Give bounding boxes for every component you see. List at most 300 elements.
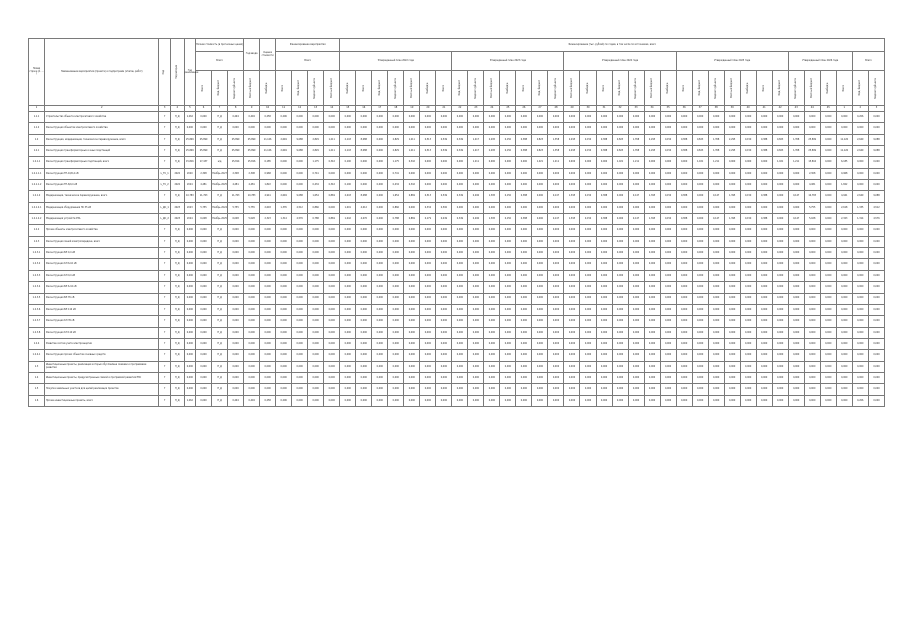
value-cell: 0,000	[580, 202, 596, 213]
value-cell: 0,000	[308, 248, 324, 259]
value-cell: 4,512	[868, 202, 884, 213]
column-number: 5	[184, 106, 195, 112]
table-row	[29, 316, 885, 327]
value-cell: 0,000	[628, 338, 644, 349]
subheader-label: Внебюдж.	[505, 82, 509, 94]
value-cell: 0,000	[420, 225, 436, 236]
subheader-label: Фед. бюджет	[537, 80, 541, 96]
row-year: 0,000	[184, 236, 195, 247]
value-cell: 0,000	[324, 202, 340, 213]
value-cell: 0,000	[644, 202, 660, 213]
value-cell: 9,088	[868, 191, 884, 202]
row-code: L_ТС_2	[159, 180, 170, 191]
subheader-label: Всего	[842, 84, 846, 92]
value-cell: 0,150	[580, 191, 596, 202]
row-year: 0,000	[184, 225, 195, 236]
value-cell: 0,000	[500, 350, 516, 361]
value-cell: 1,021	[692, 157, 708, 168]
value-cell: 0,000	[868, 236, 884, 247]
column-number: 10	[260, 106, 276, 112]
value-cell: 0,000	[804, 361, 820, 372]
value-cell: 0,000	[564, 361, 580, 372]
row-year: 0,000	[184, 350, 195, 361]
row-name: Строительство объекта электросетевого хозяйства	[45, 112, 159, 123]
row-number: 1.4	[29, 372, 45, 383]
value-cell: 0,000	[324, 316, 340, 327]
value-cell: 0,000	[788, 338, 804, 349]
row-commission: Н_Д	[212, 112, 228, 123]
value-cell: 0,900	[724, 157, 740, 168]
value-cell: 0,000	[596, 168, 612, 179]
value-cell: 1,211	[468, 157, 484, 168]
value-cell: 0,000	[580, 282, 596, 293]
value-cell: 0,388	[756, 146, 772, 157]
value-cell: 0,000	[692, 304, 708, 315]
value-cell: 0,000	[452, 361, 468, 372]
row-funding-federal: 0,000	[260, 338, 276, 349]
value-cell: 0,000	[836, 395, 852, 406]
value-cell: 0,000	[548, 327, 564, 338]
column-number: 19	[404, 106, 420, 112]
value-cell: 0,000	[308, 395, 324, 406]
value-cell: 0,000	[340, 372, 356, 383]
value-cell: 0,000	[356, 350, 372, 361]
row-name: Реконструкция линий электропередачи, всего	[45, 236, 159, 247]
value-cell: 0,000	[836, 248, 852, 259]
value-cell: 0,513	[420, 134, 436, 145]
value-cell: 0,147	[788, 214, 804, 225]
value-cell: 2,829	[388, 134, 404, 145]
value-cell: 0,000	[452, 304, 468, 315]
value-cell: 0,000	[868, 304, 884, 315]
value-cell: 9,088	[868, 146, 884, 157]
value-cell: 0,000	[772, 327, 788, 338]
table-row	[29, 327, 885, 338]
column-number: 38	[708, 106, 724, 112]
row-name: Покупка земельных участков для целей реализации проектов	[45, 384, 159, 395]
value-cell: 0,000	[644, 327, 660, 338]
value-cell: 0,000	[788, 327, 804, 338]
value-cell: 0,000	[564, 123, 580, 134]
value-cell: 0,000	[644, 168, 660, 179]
value-cell: 0,000	[468, 316, 484, 327]
value-cell: 0,000	[740, 372, 756, 383]
value-cell: 0,000	[548, 372, 564, 383]
row-year: 1,262	[184, 112, 195, 123]
value-cell: 0,000	[628, 372, 644, 383]
row-region: Н_Д	[170, 146, 184, 157]
value-cell: 0,000	[756, 384, 772, 395]
value-cell: 0,000	[564, 304, 580, 315]
value-cell: 0,000	[436, 395, 452, 406]
value-cell: 0,000	[788, 304, 804, 315]
value-cell: 0,000	[692, 372, 708, 383]
row-code: Г	[159, 327, 170, 338]
value-cell: 0,000	[820, 372, 836, 383]
value-cell: 4,481	[804, 180, 820, 191]
value-cell: 2,295	[724, 146, 740, 157]
value-cell: 0,000	[436, 282, 452, 293]
value-cell: 0,000	[292, 316, 308, 327]
value-cell: 1,822	[836, 180, 852, 191]
value-cell: 0,000	[532, 282, 548, 293]
value-cell: 15,816	[804, 157, 820, 168]
value-cell: 0,000	[612, 316, 628, 327]
value-cell: 0,000	[516, 350, 532, 361]
value-cell: 0,000	[292, 338, 308, 349]
header-code	[159, 39, 170, 106]
header-y2025-label: Утвержденный план 2025 года	[714, 58, 751, 62]
value-cell: 0,000	[740, 112, 756, 123]
value-cell: 0,000	[692, 225, 708, 236]
value-cell: 0,388	[756, 134, 772, 145]
value-cell: 0,000	[772, 293, 788, 304]
value-cell: 0,000	[372, 384, 388, 395]
value-cell: 0,000	[660, 372, 676, 383]
row-estimate: 5,755	[228, 202, 244, 213]
value-cell: 0,788	[308, 214, 324, 225]
value-cell: 0,000	[404, 168, 420, 179]
row-year: 2024	[184, 214, 195, 225]
column-number: 31	[596, 106, 612, 112]
subheader-cell	[804, 71, 820, 106]
value-cell: 0,000	[564, 316, 580, 327]
value-cell: 0,000	[836, 225, 852, 236]
row-code: Г	[159, 157, 170, 168]
value-cell: 0,000	[708, 168, 724, 179]
value-cell: 0,869	[404, 214, 420, 225]
value-cell: 0,000	[484, 236, 500, 247]
value-cell: 0,000	[740, 384, 756, 395]
value-cell: 0,000	[356, 338, 372, 349]
value-cell: 0,000	[724, 202, 740, 213]
value-cell: 0,000	[308, 304, 324, 315]
header-total-cost-sub-label: Всего	[216, 58, 223, 62]
value-cell: 4,012	[356, 202, 372, 213]
value-cell: 0,000	[356, 236, 372, 247]
value-cell: 0,000	[292, 384, 308, 395]
value-cell: 2,295	[484, 146, 500, 157]
value-cell: 0,147	[788, 191, 804, 202]
value-cell: 0,000	[660, 225, 676, 236]
row-cost: 0,000	[196, 112, 212, 123]
value-cell: 1,211	[548, 157, 564, 168]
value-cell: 0,000	[708, 248, 724, 259]
subheader-cell	[740, 71, 756, 106]
value-cell: 0,000	[692, 338, 708, 349]
value-cell: 0,000	[356, 259, 372, 270]
value-cell: 0,000	[484, 327, 500, 338]
value-cell: 0,000	[404, 372, 420, 383]
value-cell: 0,000	[484, 395, 500, 406]
value-cell: 1,358	[708, 134, 724, 145]
subheader-cell	[196, 71, 212, 106]
row-year: 0,000	[184, 316, 195, 327]
value-cell: 0,000	[548, 316, 564, 327]
value-cell: 0,000	[724, 293, 740, 304]
value-cell: 0,000	[516, 293, 532, 304]
value-cell: 9,088	[292, 191, 308, 202]
value-cell: 0,000	[532, 180, 548, 191]
row-region: Н_Д	[170, 259, 184, 270]
row-commission: Н_Д	[212, 236, 228, 247]
value-cell: 0,000	[436, 316, 452, 327]
value-cell: 0,000	[660, 157, 676, 168]
value-cell: 0,500	[436, 202, 452, 213]
row-year: 0,000	[184, 248, 195, 259]
value-cell: 0,000	[388, 123, 404, 134]
value-cell: 0,000	[468, 248, 484, 259]
value-cell: 0,000	[436, 384, 452, 395]
value-cell: 0,000	[740, 350, 756, 361]
row-year: 1,262	[184, 395, 195, 406]
value-cell: 0,000	[660, 112, 676, 123]
row-estimate: 25,899	[228, 134, 244, 145]
header-y2022	[340, 52, 452, 71]
value-cell: 0,000	[532, 259, 548, 270]
column-number: 23	[468, 106, 484, 112]
value-cell: 0,000	[868, 316, 884, 327]
row-region: 2023	[170, 214, 184, 225]
value-cell: 0,000	[580, 361, 596, 372]
value-cell: 0,000	[772, 191, 788, 202]
row-name: Развитие систем учета электроэнергии	[45, 338, 159, 349]
value-cell: 0,000	[852, 157, 868, 168]
value-cell: 0,000	[628, 327, 644, 338]
value-cell: 0,000	[740, 157, 756, 168]
value-cell: 0,000	[676, 168, 692, 179]
value-cell: 0,000	[644, 123, 660, 134]
value-cell: 0,150	[500, 134, 516, 145]
value-cell: 0,000	[340, 316, 356, 327]
value-cell: 0,000	[532, 350, 548, 361]
row-name: Реконструкция трансформаторных подстанций, всего	[45, 157, 159, 168]
value-cell: 0,000	[580, 180, 596, 191]
value-cell: 0,388	[516, 191, 532, 202]
value-cell: 0,000	[388, 248, 404, 259]
row-name: Модернизация оборудования ПС 35 кВ	[45, 202, 159, 213]
value-cell: 0,000	[468, 270, 484, 281]
value-cell: 0,000	[452, 236, 468, 247]
table-row	[29, 395, 885, 406]
column-number: 1	[836, 106, 852, 112]
row-code: Г	[159, 395, 170, 406]
value-cell: 0,000	[868, 350, 884, 361]
value-cell: 0,000	[788, 168, 804, 179]
row-cost: 2,308	[196, 168, 212, 179]
value-cell: 4,576	[292, 214, 308, 225]
row-code: Г	[159, 372, 170, 383]
column-number: 11	[276, 106, 292, 112]
value-cell: 0,000	[724, 180, 740, 191]
value-cell: 0,000	[324, 168, 340, 179]
value-cell: 0,000	[612, 350, 628, 361]
value-cell: 0,000	[804, 123, 820, 134]
subheader-cell	[708, 71, 724, 106]
value-cell: 0,000	[836, 384, 852, 395]
value-cell: 2,143	[340, 146, 356, 157]
value-cell: 0,000	[724, 384, 740, 395]
value-cell: 0,000	[692, 191, 708, 202]
row-cost: 0,000	[196, 293, 212, 304]
value-cell: 0,000	[772, 236, 788, 247]
value-cell: 0,000	[820, 316, 836, 327]
value-cell: 0,000	[756, 202, 772, 213]
row-number: 1.2.4.1	[29, 350, 45, 361]
row-funding-total: 0,000	[244, 338, 260, 349]
value-cell: 0,000	[436, 270, 452, 281]
row-code: Г	[159, 384, 170, 395]
row-commission: Н_Д	[212, 248, 228, 259]
value-cell: 0,000	[820, 327, 836, 338]
value-cell: 0,000	[308, 350, 324, 361]
value-cell: 0,000	[676, 270, 692, 281]
value-cell: 0,000	[692, 282, 708, 293]
value-cell: 0,000	[804, 270, 820, 281]
header-code-label: Код	[162, 69, 166, 75]
value-cell: 0,000	[788, 282, 804, 293]
table-row	[29, 372, 885, 383]
value-cell: 0,000	[644, 293, 660, 304]
value-cell: 0,000	[532, 395, 548, 406]
value-cell: 0,000	[324, 270, 340, 281]
column-number: 45	[820, 106, 836, 112]
value-cell: 0,206	[852, 112, 868, 123]
value-cell: 0,000	[708, 316, 724, 327]
value-cell: 0,000	[676, 338, 692, 349]
row-funding-total: 0,000	[244, 327, 260, 338]
row-estimate: 2,308	[228, 168, 244, 179]
column-number: 12	[292, 106, 308, 112]
value-cell: 0,147	[628, 191, 644, 202]
value-cell: 1,358	[548, 134, 564, 145]
value-cell: 0,000	[484, 304, 500, 315]
value-cell: 0,000	[532, 338, 548, 349]
value-cell: 0,000	[628, 350, 644, 361]
value-cell: 0,000	[324, 112, 340, 123]
value-cell: 0,000	[404, 270, 420, 281]
value-cell: 0,788	[388, 214, 404, 225]
subheader-label: Фед. бюджет	[377, 80, 381, 96]
value-cell: 0,000	[740, 202, 756, 213]
value-cell: 0,000	[676, 225, 692, 236]
row-funding-federal: 0,000	[260, 123, 276, 134]
row-name: Инвестиционные проекты, предусмотренные схемой и программой развития ЕЭС	[45, 372, 159, 383]
value-cell: 0,000	[772, 350, 788, 361]
header-y2026	[788, 52, 852, 71]
value-cell: 0,000	[532, 316, 548, 327]
value-cell: 0,000	[628, 270, 644, 281]
investment-program-table	[28, 38, 884, 581]
value-cell: 0,000	[372, 259, 388, 270]
row-estimate: 0,000	[228, 282, 244, 293]
row-year: 0,000	[184, 123, 195, 134]
value-cell: 0,000	[580, 293, 596, 304]
value-cell: 0,000	[356, 384, 372, 395]
row-funding-total: 0,000	[244, 236, 260, 247]
value-cell: 0,000	[372, 225, 388, 236]
value-cell: 0,000	[532, 327, 548, 338]
value-cell: 0,000	[372, 304, 388, 315]
value-cell: 2,295	[644, 146, 660, 157]
value-cell: 0,000	[372, 350, 388, 361]
row-commission: Н_Д	[212, 225, 228, 236]
subheader-label: Всего	[361, 84, 365, 92]
value-cell: 1,395	[564, 214, 580, 225]
value-cell: 0,000	[644, 112, 660, 123]
row-funding-federal: 0,258	[260, 395, 276, 406]
value-cell: 0,000	[404, 350, 420, 361]
value-cell: 0,000	[388, 372, 404, 383]
value-cell: 0,206	[468, 214, 484, 225]
value-cell: 0,000	[676, 259, 692, 270]
subheader-label: Всего	[681, 84, 685, 92]
value-cell: 0,000	[452, 225, 468, 236]
value-cell: 0,000	[708, 372, 724, 383]
row-estimate: 15,814	[228, 157, 244, 168]
value-cell: 0,000	[804, 338, 820, 349]
row-estimate: 0,000	[228, 248, 244, 259]
row-funding-total: 4,481	[244, 180, 260, 191]
header-grp-cost-label: Оценка стоимости	[261, 51, 274, 57]
value-cell: 0,741	[388, 168, 404, 179]
row-code: L_ДС_2	[159, 214, 170, 225]
row-region: Н_Д	[170, 123, 184, 134]
row-region: Н_Д	[170, 361, 184, 372]
value-cell: 0,000	[388, 384, 404, 395]
value-cell: 0,000	[628, 248, 644, 259]
value-cell: 0,000	[276, 282, 292, 293]
table-row	[29, 134, 885, 145]
value-cell: 0,000	[820, 395, 836, 406]
value-cell: 0,000	[756, 304, 772, 315]
value-cell: 0,000	[500, 248, 516, 259]
value-cell: 0,000	[628, 316, 644, 327]
value-cell: 0,000	[788, 236, 804, 247]
subheader-cell	[420, 71, 436, 106]
value-cell: 0,000	[308, 236, 324, 247]
value-cell: 0,000	[404, 361, 420, 372]
row-name: Реконструкция объектов электросетевого хозяйства	[45, 123, 159, 134]
row-commission: Н_Д	[212, 282, 228, 293]
row-funding-federal: 0,000	[260, 236, 276, 247]
value-cell: 2,649	[276, 134, 292, 145]
subheader-label: Фед. бюджет	[617, 80, 621, 96]
value-cell: 0,000	[500, 384, 516, 395]
value-cell: 0,000	[612, 168, 628, 179]
value-cell: 0,000	[404, 304, 420, 315]
value-cell: 0,000	[324, 225, 340, 236]
value-cell: 0,000	[292, 327, 308, 338]
row-commission: Н_Д	[212, 350, 228, 361]
value-cell: 0,000	[660, 384, 676, 395]
value-cell: 0,000	[596, 180, 612, 191]
value-cell: 0,000	[436, 112, 452, 123]
value-cell: 0,000	[324, 236, 340, 247]
value-cell: 0,000	[724, 316, 740, 327]
column-number: 43	[788, 106, 804, 112]
value-cell: 0,000	[756, 361, 772, 372]
row-number: 1.2.3.6	[29, 304, 45, 315]
value-cell: 1,395	[724, 214, 740, 225]
row-name: Прочие объекты электросетевого хозяйства	[45, 225, 159, 236]
value-cell: 0,000	[692, 168, 708, 179]
value-cell: 0,000	[820, 134, 836, 145]
column-number: 6	[196, 106, 212, 112]
value-cell: 0,000	[372, 270, 388, 281]
row-region: Н_Д	[170, 327, 184, 338]
row-cost: 0,000	[196, 259, 212, 270]
